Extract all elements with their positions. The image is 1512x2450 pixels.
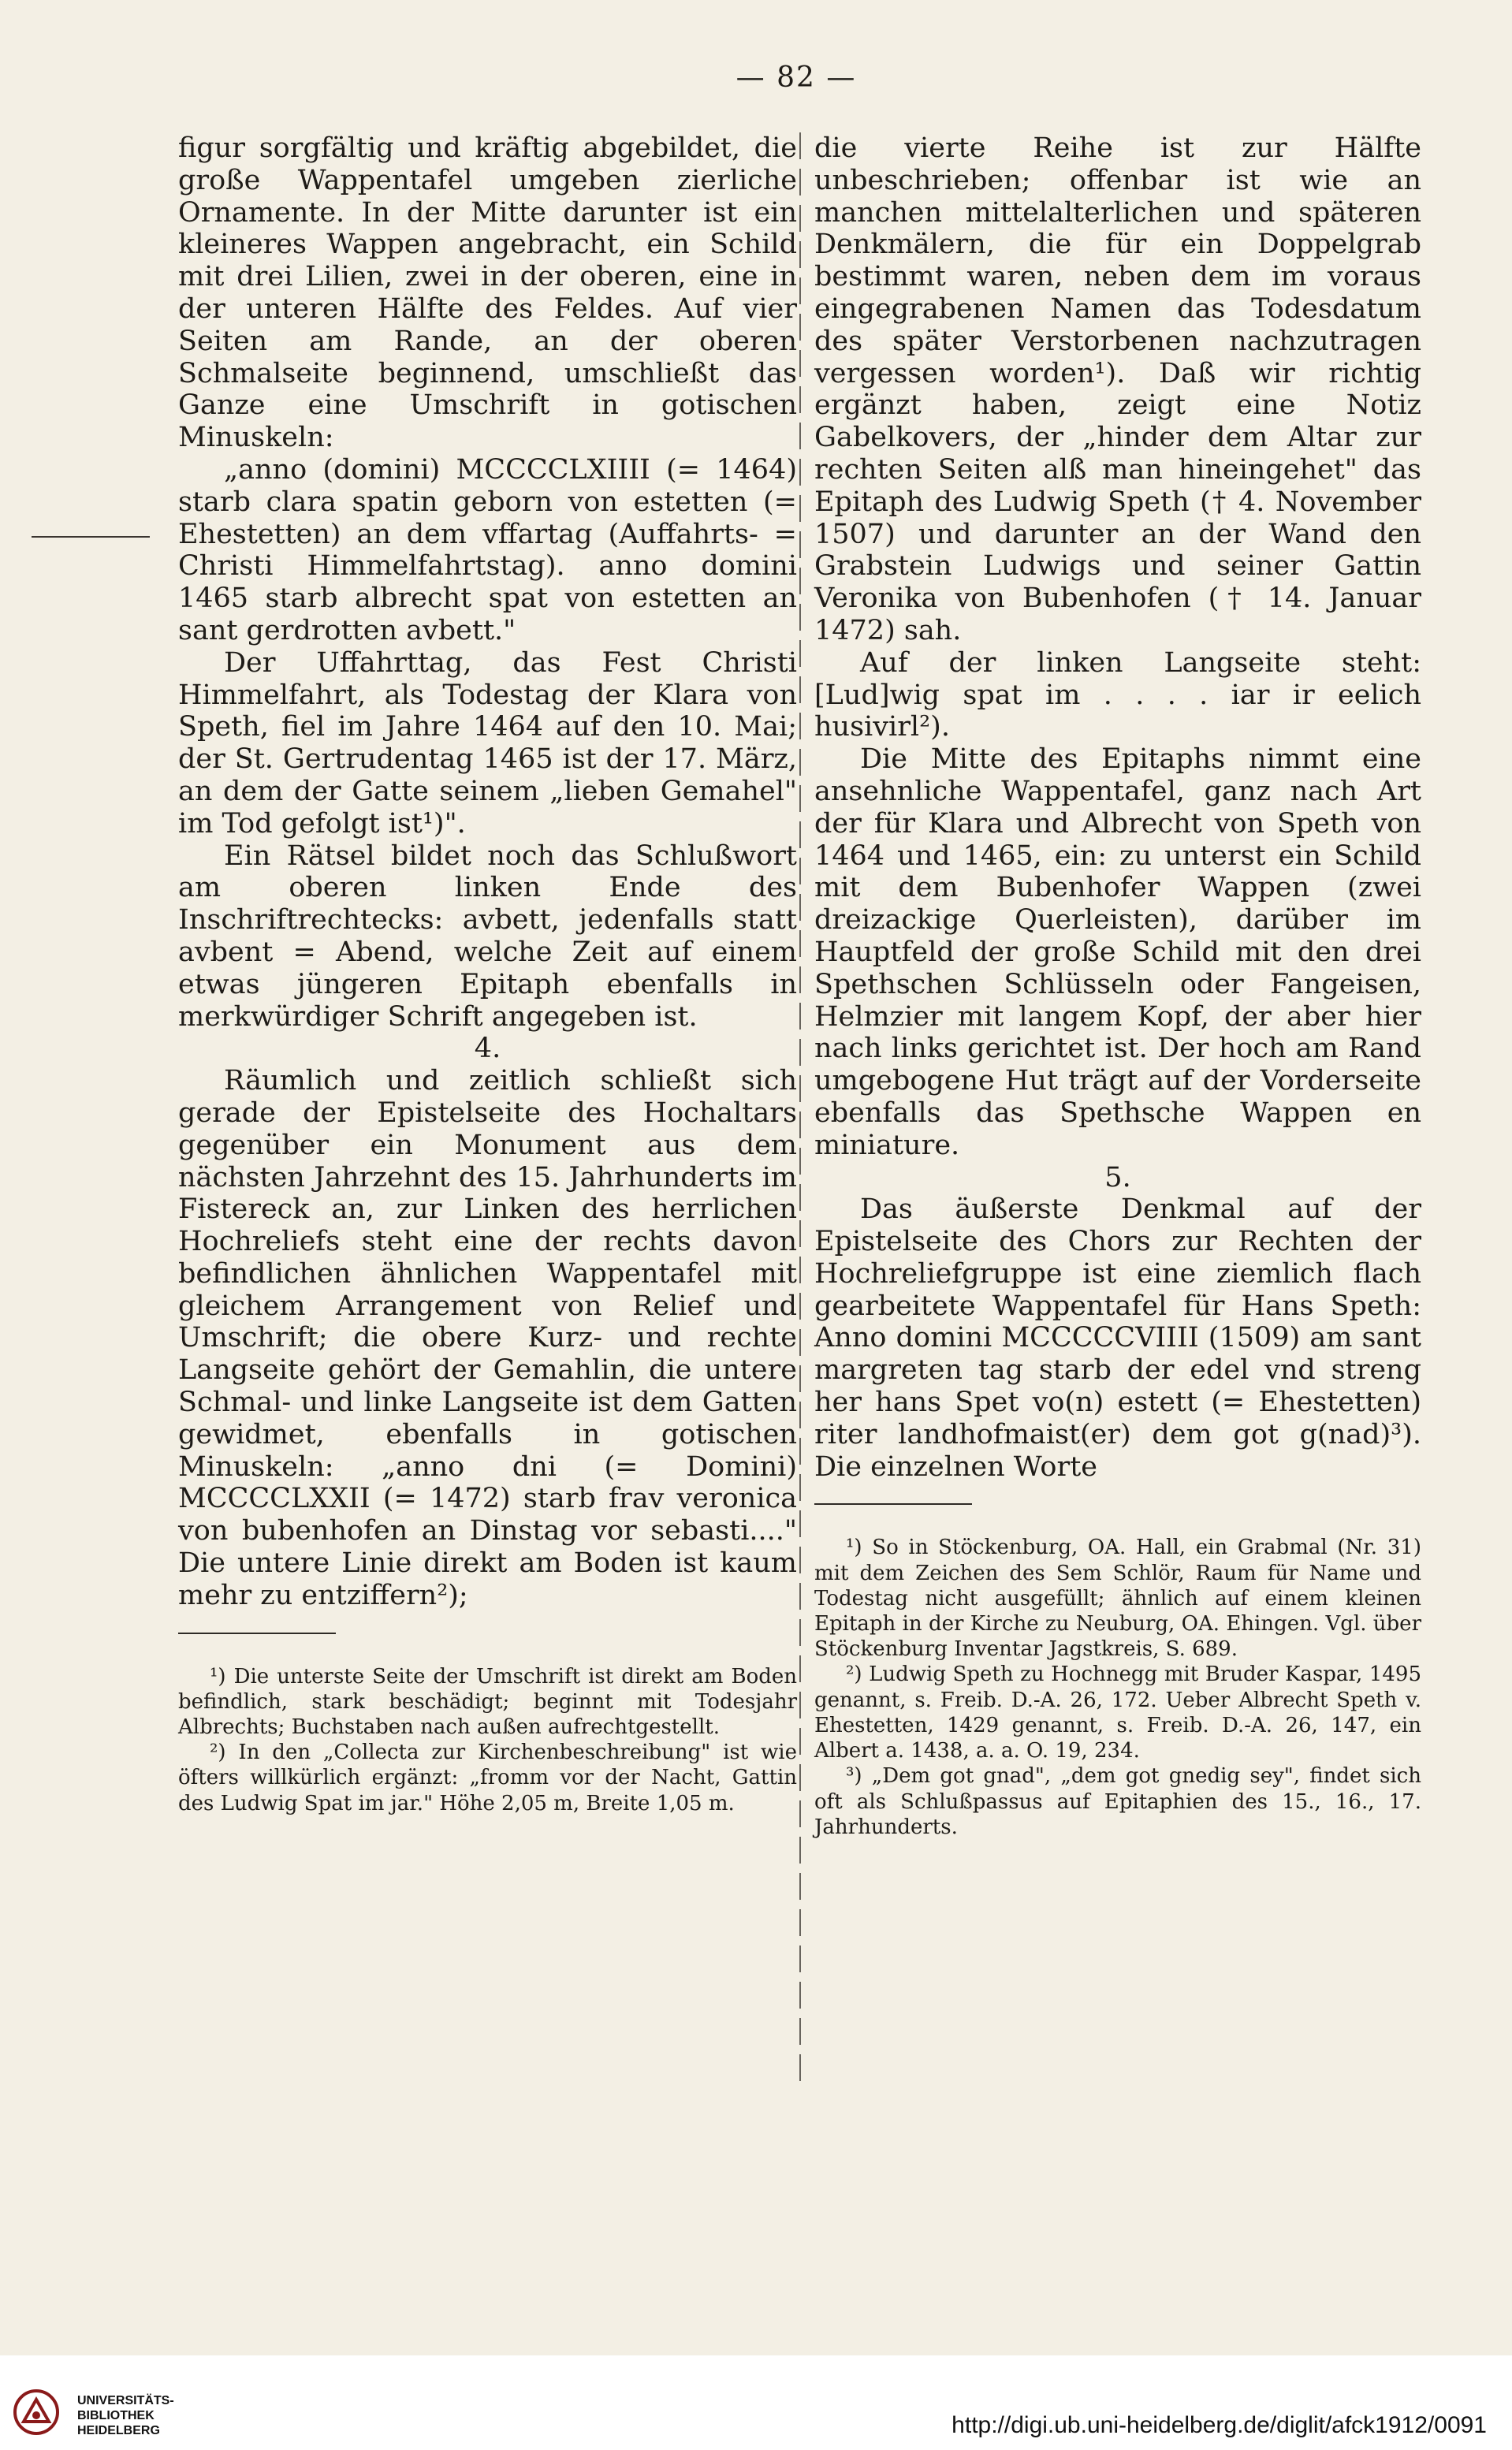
right-body-text	[814, 132, 1421, 1483]
margin-mark	[32, 536, 150, 538]
left-footnotes	[178, 1664, 797, 1816]
footnote-rule	[814, 1503, 972, 1505]
library-name-line: UNIVERSITÄTS-	[77, 2394, 174, 2407]
section-number: 5.	[1104, 1161, 1131, 1193]
right-column	[814, 132, 1421, 1840]
digital-source-link[interactable]: http://digi.ub.uni-heidelberg.de/diglit/afck1912/0091	[952, 2412, 1487, 2438]
paragraph: Die Mitte des Epitaphs nimmt eine ansehnliche Wappentafel, ganz nach Art der für Klara und Albrecht von Speth von 1464 und 1465, ein: zu unterst ein Schild mit dem Bubenhofer Wappen (zwei dreizackige Querleisten), darüber im Hauptfeld der große Schild mit den drei Spethschen Schlüsseln oder Fangeisen, Helmzier mit langem Kopf, der aber hier nach links gerichtet ist. Der hoch am Rand umgebogene Hut trägt auf der Vorderseite ebenfalls das Spethsche Wappen en miniature.	[814, 743, 1421, 1161]
heidelberg-library-logo-icon	[13, 2389, 60, 2436]
paragraph: Räumlich und zeitlich schließt sich gerade der Epistelseite des Hochaltars gegenüber ein Monument aus dem nächsten Jahrzehnt des 15. Jahrhunderts im Fistereck an, zur Linken des herrlichen Hochreliefs steht eine der rechts davon befindlichen ähnlichen Wappentafel mit gleichem Arrangement von Relief und Umschrift; die obere Kurz- und rechte Langseite gehört der Gemahlin, die untere Schmal- und linke Langseite ist dem Gatten gewidmet, ebenfalls in gotischen Minuskeln: „anno dni (= Domini) MCCCCLXXII (= 1472) starb frav veronica von bubenhofen an Dinstag vor sebasti...." Die untere Linie direkt am Boden ist kaum mehr zu entziffern²);	[178, 1065, 797, 1611]
footnote: ¹) So in Stöckenburg, OA. Hall, ein Grabmal (Nr. 31) mit dem Zeichen des Sem Schlör, Raum für Name und Todestag nicht ausgefüllt; ähnlich auf einem kleinen Epitaph in der Kirche zu Neuburg, OA. Ehingen. Vgl. über Stöckenburg Inventar Jagstkreis, S. 689.	[814, 1536, 1421, 1662]
paragraph: „anno (domini) MCCCCLXIIII (= 1464) starb clara spatin geborn von estetten (= Ehestetten) an dem vffartag (Auffahrts- = Christi Himmelfahrtstag). anno domini 1465 starb albrecht spat von estetten an sant gerdrotten avbett."	[178, 453, 797, 646]
left-body-text	[178, 132, 797, 1612]
footnote: ¹) Die unterste Seite der Umschrift ist direkt am Boden befindlich, stark beschädigt; beginnt mit Todesjahr Albrechts; Buchstaben nach außen aufrechtgestellt.	[178, 1664, 797, 1740]
right-footnotes	[814, 1535, 1421, 1839]
library-name-line: BIBLIOTHEK	[77, 2409, 155, 2422]
paragraph: Ein Rätsel bildet noch das Schlußwort am oberen linken Ende des Inschriftrechtecks: avbett, jedenfalls statt avbent = Abend, welche Zeit auf einem etwas jüngeren Epitaph ebenfalls in merkwürdiger Schrift angegeben ist.	[178, 840, 797, 1033]
left-column	[178, 132, 797, 1816]
paragraph: die vierte Reihe ist zur Hälfte unbeschrieben; offenbar ist wie an manchen mittelalterlichen und späteren Denkmälern, die für ein Doppelgrab bestimmt waren, neben dem im voraus eingegrabenen Namen das Todesdatum des später Verstorbenen nachzutragen vergessen worden¹). Daß wir richtig ergänzt haben, zeigt eine Notiz Gabelkovers, der „hinder dem Altar zur rechten Seiten alß man hineingehet" das Epitaph des Ludwig Speth († 4. November 1507) und darunter an der Wand den Grabstein Ludwigs und seiner Gattin Veronika von Bubenhofen († 14. Januar 1472) sah.	[814, 132, 1421, 646]
column-divider	[799, 132, 801, 2087]
paragraph: figur sorgfältig und kräftig abgebildet, die große Wappentafel umgeben zierliche Ornamente. In der Mitte darunter ist ein kleineres Wappen angebracht, ein Schild mit drei Lilien, zwei in der oberen, eine in der unteren Hälfte des Feldes. Auf vier Seiten am Rande, an der oberen Schmalseite beginnend, umschließt das Ganze eine Umschrift in gotischen Minuskeln:	[178, 132, 797, 454]
footnote: ³) „Dem got gnad", „dem got gnedig sey", findet sich oft als Schlußpassus auf Epitaphien des 15., 16., 17. Jahrhunderts.	[814, 1764, 1421, 1839]
paragraph: Das äußerste Denkmal auf der Epistelseite des Chors zur Rechten der Hochreliefgruppe ist eine ziemlich flach gearbeitete Wappentafel für Hans Speth: Anno domini MCCCCCVIIII (1509) am sant margreten tag starb der edel vnd streng her hans Spet vo(n) estett (= Ehestetten) riter landhofmaist(er) dem got g(nad)³). Die einzelnen Worte	[814, 1193, 1421, 1483]
footnote-rule	[178, 1633, 336, 1634]
library-name	[77, 2393, 174, 2438]
paragraph: Auf der linken Langseite steht: [Lud]wig spat im . . . . iar ir eelich husivirl²).	[814, 646, 1421, 743]
library-name-line: HEIDELBERG	[77, 2424, 160, 2437]
paragraph: Der Uffahrttag, das Fest Christi Himmelfahrt, als Todestag der Klara von Speth, fiel im Jahre 1464 auf den 10. Mai; der St. Gertrudentag 1465 ist der 17. März, an dem der Gatte seinem „lieben Gemahel" im Tod gefolgt ist¹)".	[178, 646, 797, 840]
library-footer	[0, 2355, 1512, 2450]
page-number: — 82 —	[736, 61, 857, 94]
section-number: 4.	[474, 1033, 501, 1065]
footnote: ²) Ludwig Speth zu Hochnegg mit Bruder Kaspar, 1495 genannt, s. Freib. D.-A. 26, 172. Ueber Albrecht Speth v. Ehestetten, 1429 genannt, s. Freib. D.-A. 26, 147, ein Albert a. 1438, a. a. O. 19, 234.	[814, 1662, 1421, 1763]
footnote: ²) In den „Collecta zur Kirchenbeschreibung" ist wie öfters willkürlich ergänzt: „fromm vor der Nacht, Gattin des Ludwig Spat im jar." Höhe 2,05 m, Breite 1,05 m.	[178, 1741, 797, 1815]
